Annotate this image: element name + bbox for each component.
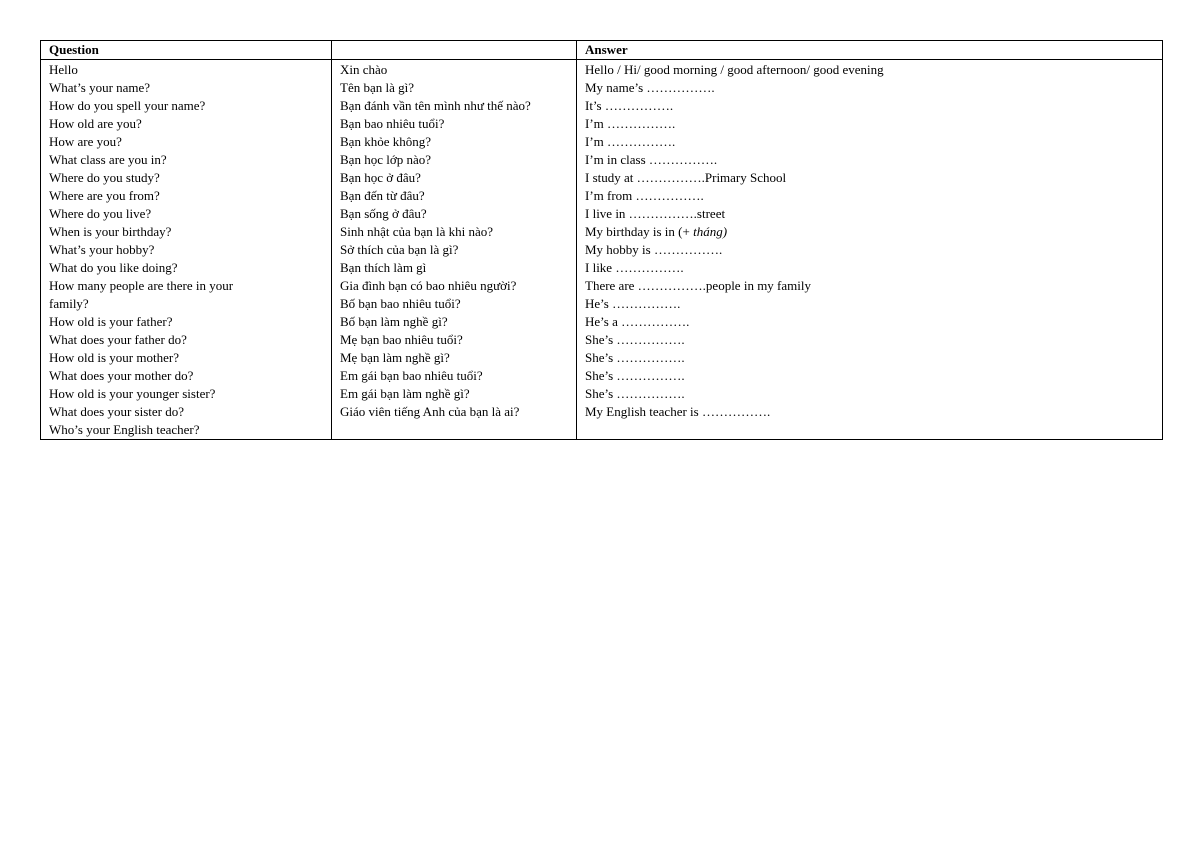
answer-text: My birthday is in (+ [585,224,694,239]
answer-line: I’m from ……………. [585,188,704,203]
question-line: How old are you? [49,116,142,131]
translation-line: Bạn khỏe không? [340,134,431,149]
translation-line: Em gái bạn làm nghề gì? [340,386,470,401]
answer-line: He’s ……………. [585,296,681,311]
question-lines [41,61,331,439]
answer-line: My hobby is ……………. [585,242,723,257]
answer-line: My English teacher is ……………. [585,404,771,419]
answer-line: I like ……………. [585,260,684,275]
translation-line: Giáo viên tiếng Anh của bạn là ai? [340,404,520,419]
question-line: Where are you from? [49,188,160,203]
answer-column [576,41,1162,439]
question-line: family? [49,296,89,311]
translation-line: Bạn học lớp nào? [340,152,431,167]
header-divider [41,59,331,60]
translation-header [332,41,576,59]
translation-line: Bố bạn bao nhiêu tuổi? [340,296,461,311]
answer-line: She’s ……………. [585,368,685,383]
translation-lines [332,61,576,421]
qa-table [40,40,1163,440]
question-line: What does your sister do? [49,404,185,419]
answer-line: He’s a ……………. [585,314,690,329]
translation-line: Bố bạn làm nghề gì? [340,314,448,329]
translation-column [331,41,576,439]
answer-line: I live in …………….street [585,206,726,221]
translation-line: Bạn thích làm gì [340,260,427,275]
translation-line: Tên bạn là gì? [340,80,414,95]
answer-header: Answer [585,42,628,57]
answer-line: She’s ……………. [585,386,685,401]
question-line: What class are you in? [49,152,167,167]
question-column [41,41,331,439]
answer-line: There are …………….people in my family [585,278,811,293]
question-line: How many people are there in your [49,278,234,293]
translation-line: Mẹ bạn bao nhiêu tuổi? [340,332,463,347]
answer-lines [577,61,1162,421]
translation-line: Bạn sống ở đâu? [340,206,427,221]
answer-line: She’s ……………. [585,350,685,365]
question-line: How old is your younger sister? [49,386,216,401]
translation-line: Bạn đánh vần tên mình như thế nào? [340,98,531,113]
translation-line: Bạn học ở đâu? [340,170,421,185]
answer-italic-text: tháng) [693,224,728,239]
question-line: How are you? [49,134,122,149]
question-line: Where do you live? [49,206,152,221]
question-line: Where do you study? [49,170,160,185]
answer-line: I’m ……………. [585,134,676,149]
question-line: How do you spell your name? [49,98,206,113]
question-header: Question [49,42,99,57]
question-line: What’s your name? [49,80,151,95]
question-line: What does your father do? [49,332,187,347]
translation-line: Gia đình bạn có bao nhiêu người? [340,278,517,293]
translation-line: Sinh nhật của bạn là khi nào? [340,224,494,239]
header-divider [332,59,576,60]
question-line: What does your mother do? [49,368,194,383]
answer-line: My name’s ……………. [585,80,715,95]
answer-line: I’m ……………. [585,116,676,131]
question-line: Hello [49,62,78,77]
answer-line: I study at …………….Primary School [585,170,787,185]
question-line: How old is your father? [49,314,173,329]
translation-line: Em gái bạn bao nhiêu tuổi? [340,368,483,383]
answer-line: Hello / Hi/ good morning / good afternoon/ good evening [585,62,884,77]
answer-line-birthday [585,223,1162,241]
translation-line: Bạn đến từ đâu? [340,188,425,203]
translation-line: Sở thích của bạn là gì? [340,242,459,257]
answer-line: It’s ……………. [585,98,674,113]
translation-line: Mẹ bạn làm nghề gì? [340,350,450,365]
question-line: Who’s your English teacher? [49,422,200,437]
translation-line: Bạn bao nhiêu tuổi? [340,116,445,131]
answer-line: She’s ……………. [585,332,685,347]
translation-line: Xin chào [340,62,388,77]
question-line: What’s your hobby? [49,242,155,257]
answer-line: I’m in class ……………. [585,152,718,167]
question-line: What do you like doing? [49,260,178,275]
question-line: When is your birthday? [49,224,172,239]
header-divider [577,59,1162,60]
question-line: How old is your mother? [49,350,179,365]
